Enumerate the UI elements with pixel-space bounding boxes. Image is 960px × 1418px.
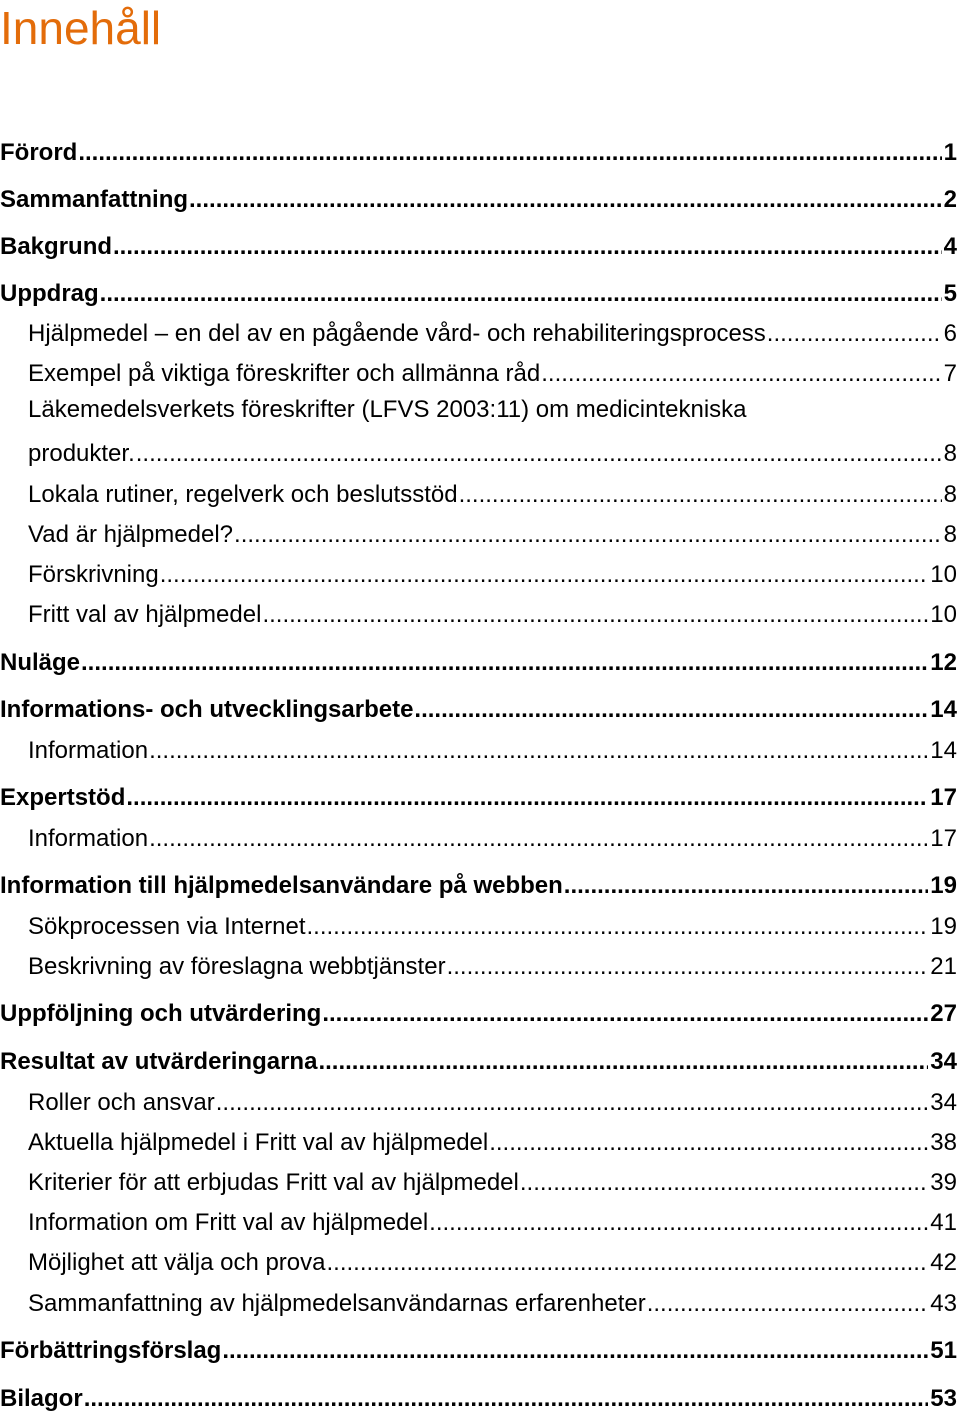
toc-entry-label: Möjlighet att välja och prova: [28, 1249, 326, 1276]
toc-entry-page: 10: [930, 601, 957, 628]
toc-entry-sammanfattning-erfarenheter[interactable]: [0, 1285, 960, 1319]
dot-leader: [541, 359, 941, 389]
toc-entry-lfvs-line2[interactable]: [0, 435, 960, 469]
dot-leader: [647, 1289, 929, 1319]
toc-entry-label: Uppdrag: [0, 280, 99, 307]
toc-entry-mojlighet[interactable]: [0, 1244, 960, 1278]
toc-entry-page: 2: [943, 186, 957, 213]
toc-entry-label: Nuläge: [0, 649, 81, 676]
toc-entry-forord[interactable]: [0, 134, 960, 168]
toc-entry-label: Information: [28, 825, 149, 852]
toc-entry-label: produkter.: [28, 440, 135, 467]
toc-entry-page: 8: [943, 481, 957, 508]
toc-entry-page: 39: [930, 1169, 957, 1196]
dot-leader: [262, 600, 928, 630]
dot-leader: [78, 138, 941, 168]
toc-entry-vad-ar-hjalpmedel[interactable]: [0, 516, 960, 550]
dot-leader: [113, 232, 942, 262]
toc-entry-page: 21: [930, 953, 957, 980]
toc-entry-label: Information om Fritt val av hjälpmedel: [28, 1209, 429, 1236]
toc-entry-label: Läkemedelsverkets föreskrifter (LFVS 2003:11) om medicintekniska: [28, 396, 747, 423]
toc-entry-forbattringsforslag[interactable]: [0, 1332, 960, 1366]
dot-leader: [307, 912, 929, 942]
dot-leader: [149, 824, 928, 854]
dot-leader: [414, 695, 928, 725]
dot-leader: [222, 1336, 928, 1366]
toc-entry-nulage[interactable]: [0, 644, 960, 678]
toc-entry-page: 53: [930, 1385, 957, 1412]
toc-entry-roller[interactable]: [0, 1084, 960, 1118]
toc-entry-webbtjanster[interactable]: [0, 948, 960, 982]
toc-entry-informationsarbete[interactable]: [0, 691, 960, 725]
toc-entry-label: Exempel på viktiga föreskrifter och allmänna råd: [28, 360, 541, 387]
toc-entry-page: 34: [930, 1048, 957, 1075]
toc-entry-label: Beskrivning av föreslagna webbtjänster: [28, 953, 446, 980]
toc-entry-page: 5: [943, 280, 957, 307]
toc-entry-page: 17: [930, 784, 957, 811]
toc-entry-bilagor[interactable]: [0, 1380, 960, 1414]
toc-entry-page: 41: [930, 1209, 957, 1236]
dot-leader: [322, 999, 928, 1029]
toc-entry-page: 12: [930, 649, 957, 676]
toc-entry-page: 7: [943, 360, 957, 387]
toc-entry-label: Uppföljning och utvärdering: [0, 1000, 322, 1027]
dot-leader: [216, 1088, 929, 1118]
toc-entry-page: 6: [943, 320, 957, 347]
dot-leader: [767, 319, 942, 349]
toc-entry-label: Expertstöd: [0, 784, 126, 811]
dot-leader: [189, 185, 942, 215]
toc-entry-expertstod[interactable]: [0, 779, 960, 813]
toc-entry-aktuella-hjalpmedel[interactable]: [0, 1124, 960, 1158]
toc-entry-page: 14: [930, 696, 957, 723]
toc-entry-page: 38: [930, 1129, 957, 1156]
dot-leader: [429, 1208, 928, 1238]
toc-entry-page: 1: [943, 139, 957, 166]
toc-entry-page: 10: [930, 561, 957, 588]
dot-leader: [84, 1384, 929, 1414]
toc-entry-page: 19: [930, 913, 957, 940]
toc-entry-lfvs-line1[interactable]: [0, 395, 960, 429]
toc-entry-information-om-fritt-val[interactable]: [0, 1204, 960, 1238]
toc-entry-page: 42: [930, 1249, 957, 1276]
toc-entry-kriterier[interactable]: [0, 1164, 960, 1198]
dot-leader: [160, 560, 929, 590]
toc-entry-page: 8: [943, 521, 957, 548]
toc-entry-sammanfattning[interactable]: [0, 181, 960, 215]
toc-entry-resultat[interactable]: [0, 1043, 960, 1077]
toc-entry-label: Lokala rutiner, regelverk och beslutsstöd: [28, 481, 458, 508]
toc-entry-label: Information: [28, 737, 149, 764]
dot-leader: [149, 736, 928, 766]
toc-entry-sokprocessen[interactable]: [0, 908, 960, 942]
toc-entry-page: 14: [930, 737, 957, 764]
toc-entry-hjalpmedel-vardprocess[interactable]: [0, 315, 960, 349]
toc-entry-label: Resultat av utvärderingarna: [0, 1048, 318, 1075]
toc-entry-page: 34: [930, 1089, 957, 1116]
toc-entry-label: Informations- och utvecklingsarbete: [0, 696, 414, 723]
dot-leader: [327, 1248, 929, 1278]
toc-entry-label: Vad är hjälpmedel?: [28, 521, 234, 548]
toc-entry-label: Bilagor: [0, 1385, 83, 1412]
dot-leader: [234, 520, 942, 550]
toc-entry-label: Förskrivning: [28, 561, 159, 588]
toc-entry-page: 51: [930, 1337, 957, 1364]
toc-entry-information-1[interactable]: [0, 732, 960, 766]
toc-entry-foreskrifter[interactable]: [0, 355, 960, 389]
toc-entry-lokala-rutiner[interactable]: [0, 476, 960, 510]
toc-entry-label: Hjälpmedel – en del av en pågående vård- och rehabiliteringsprocess: [28, 320, 766, 347]
dot-leader: [100, 279, 942, 309]
toc-entry-fritt-val[interactable]: [0, 596, 960, 630]
toc-entry-information-2[interactable]: [0, 820, 960, 854]
toc-entry-label: Roller och ansvar: [28, 1089, 215, 1116]
toc-entry-label: Sökprocessen via Internet: [28, 913, 306, 940]
toc-entry-label: Förord: [0, 139, 78, 166]
toc-entry-page: 27: [930, 1000, 957, 1027]
toc-entry-label: Sammanfattning av hjälpmedelsanvändarnas erfarenheter: [28, 1290, 646, 1317]
toc-entry-label: Kriterier för att erbjudas Fritt val av hjälpmedel: [28, 1169, 519, 1196]
toc-entry-label: Sammanfattning: [0, 186, 189, 213]
toc-entry-uppfoljning[interactable]: [0, 995, 960, 1029]
toc-entry-page: 8: [943, 440, 957, 467]
toc-entry-label: Förbättringsförslag: [0, 1337, 222, 1364]
toc-entry-page: 19: [930, 872, 957, 899]
page-title: Innehåll: [0, 2, 162, 54]
toc-entry-label: Aktuella hjälpmedel i Fritt val av hjälpmedel: [28, 1129, 489, 1156]
dot-leader: [489, 1128, 928, 1158]
toc-entry-page: 4: [943, 233, 957, 260]
dot-leader: [126, 783, 928, 813]
dot-leader: [459, 480, 942, 510]
toc-entry-label: Bakgrund: [0, 233, 113, 260]
toc-entry-label: Fritt val av hjälpmedel: [28, 601, 262, 628]
toc-entry-information-webben[interactable]: [0, 867, 960, 901]
toc-entry-label: Information till hjälpmedelsanvändare på webben: [0, 872, 563, 899]
dot-leader: [564, 871, 929, 901]
dot-leader: [447, 952, 929, 982]
dot-leader: [318, 1047, 928, 1077]
toc-entry-uppdrag[interactable]: [0, 275, 960, 309]
toc-entry-page: 43: [930, 1290, 957, 1317]
toc-entry-forskrivning[interactable]: [0, 556, 960, 590]
toc-entry-bakgrund[interactable]: [0, 228, 960, 262]
dot-leader: [81, 648, 928, 678]
dot-leader: [520, 1168, 928, 1198]
toc-entry-page: 17: [930, 825, 957, 852]
dot-leader: [136, 439, 942, 469]
